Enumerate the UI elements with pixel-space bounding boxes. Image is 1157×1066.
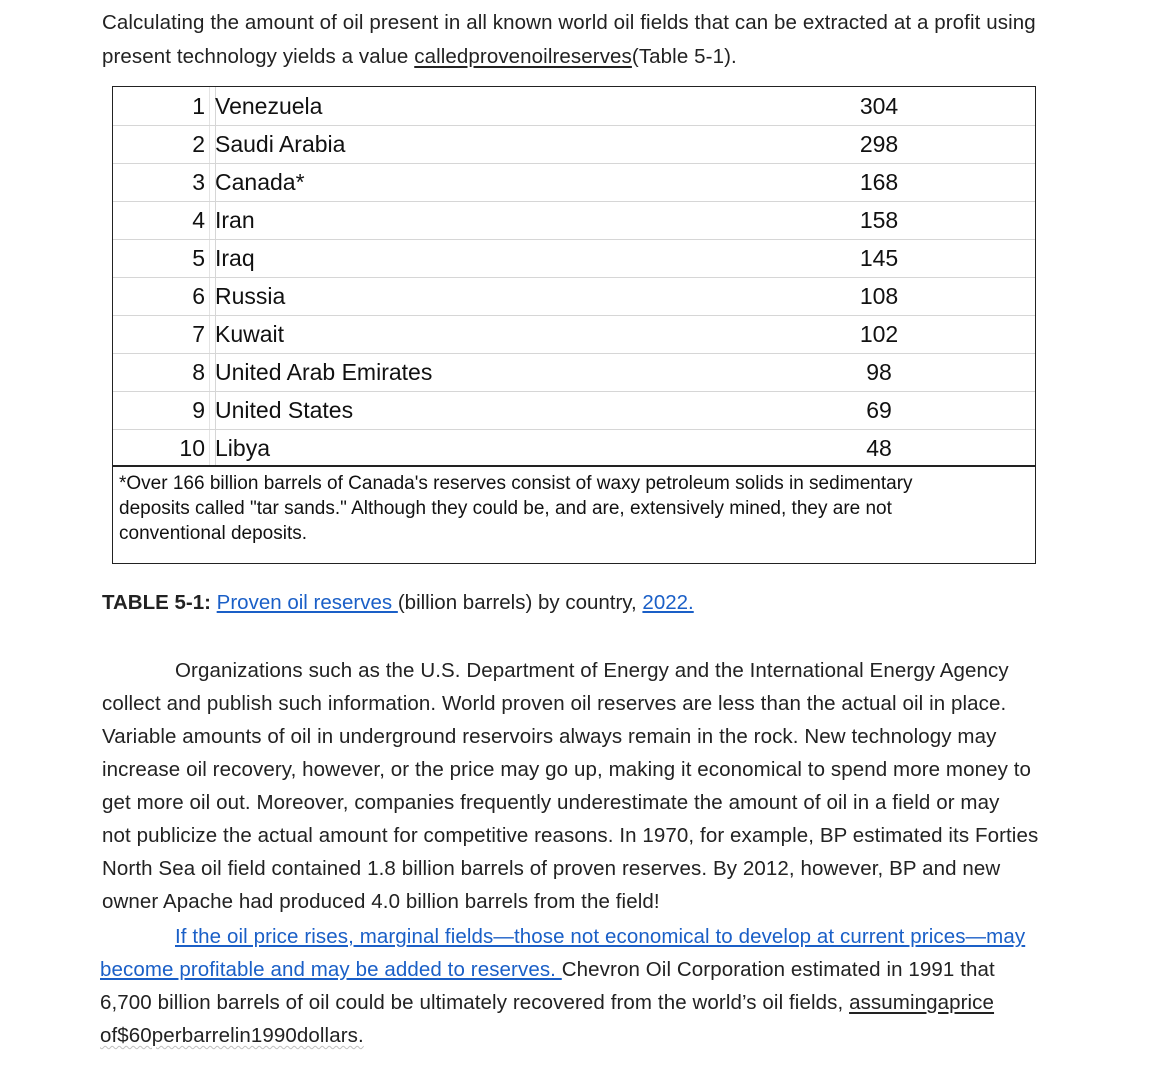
rank-cell: 2 [192, 131, 205, 157]
value-cell: 298 [859, 131, 899, 157]
rank-cell: 5 [192, 245, 205, 271]
value-cell: 168 [859, 169, 899, 195]
caption-middle: (billion barrels) by country, [397, 591, 643, 614]
value-cell: 48 [866, 435, 892, 461]
marginal-fields-link-continued[interactable]: become profitable and may be added to reserves. [100, 958, 562, 981]
table-row [113, 201, 1035, 240]
paragraph-line: get more oil out. Moreover, companies frequently underestimate the amount of oil in a field or may [102, 791, 1000, 814]
value-cell: 304 [859, 93, 899, 119]
country-cell: Saudi Arabia [215, 131, 346, 157]
rank-cell: 10 [179, 435, 205, 461]
oil-reserves-table [112, 86, 1036, 564]
paragraph-line-text: 6,700 billion barrels of oil could be ultimately recovered from the world’s oil fields, [100, 991, 850, 1014]
table-row [113, 125, 1035, 164]
country-cell: United States [215, 397, 354, 423]
paragraph-2 [100, 920, 1130, 1052]
country-cell: Russia [215, 283, 286, 309]
value-cell: 158 [859, 207, 899, 233]
table-footnote [119, 471, 1019, 546]
paragraph-line: North Sea oil field contained 1.8 billion barrels of proven reserves. By 2012, however, BP and new [102, 857, 1001, 880]
country-cell: Kuwait [215, 321, 285, 347]
rank-cell: 3 [192, 169, 205, 195]
country-cell: Libya [215, 435, 270, 461]
paragraph-line: owner Apache had produced 4.0 billion barrels from the field! [102, 890, 660, 913]
country-cell: Venezuela [215, 93, 323, 119]
footnote-line: *Over 166 billion barrels of Canada's reserves consist of waxy petroleum solids in sedimentary [119, 473, 913, 494]
price-per-barrel-term: of$60perbarrelin1990dollars. [100, 1024, 364, 1047]
paragraph-1 [102, 654, 1132, 918]
table-caption [102, 588, 694, 618]
value-cell: 108 [859, 283, 899, 309]
footnote-line: deposits called "tar sands." Although they could be, and are, extensively mined, they are not [119, 498, 892, 519]
intro-line-2-suffix: (Table 5-1). [631, 45, 737, 68]
paragraph-line [100, 953, 1130, 986]
value-cell: 102 [859, 321, 899, 347]
table-row [113, 239, 1035, 278]
rank-cell: 1 [192, 93, 205, 119]
table-row [113, 315, 1035, 354]
table-row [113, 353, 1035, 392]
year-2022-link[interactable]: 2022. [642, 591, 694, 614]
intro-line-2 [102, 40, 1132, 73]
assuming-a-price-term: assumingaprice [849, 991, 995, 1014]
rank-cell: 9 [192, 397, 205, 423]
value-cell: 145 [859, 245, 899, 271]
intro-line-1: Calculating the amount of oil present in all known world oil fields that can be extracted at a profit using [102, 11, 1036, 34]
paragraph-line [100, 986, 1130, 1019]
rank-cell: 8 [192, 359, 205, 385]
paragraph-line: increase oil recovery, however, or the price may go up, making it economical to spend more money to [102, 758, 1032, 781]
caption-label: TABLE 5-1: [102, 591, 211, 614]
table-row [113, 391, 1035, 430]
paragraph-line: Variable amounts of oil in underground reservoirs always remain in the rock. New technology may [102, 725, 997, 748]
table-row [113, 277, 1035, 316]
table-row [113, 429, 1035, 467]
table-row [113, 163, 1035, 202]
rank-cell: 7 [192, 321, 205, 347]
paragraph-line-text: Chevron Oil Corporation estimated in 1991 that [561, 958, 995, 981]
value-cell: 98 [866, 359, 892, 385]
rank-cell: 4 [192, 207, 205, 233]
country-cell: Iran [215, 207, 255, 233]
paragraph-line [102, 654, 1132, 687]
country-cell: United Arab Emirates [215, 359, 433, 385]
paragraph-line [100, 920, 1130, 953]
paragraph-line-text: Organizations such as the U.S. Department of Energy and the International Energy Agency [175, 659, 1009, 682]
country-cell: Iraq [215, 245, 255, 271]
paragraph-line: collect and publish such information. World proven oil reserves are less than the actual oil in place. [102, 692, 1007, 715]
marginal-fields-link[interactable]: If the oil price rises, marginal fields—those not economical to develop at current prices—may [175, 925, 1026, 948]
value-cell: 69 [866, 397, 892, 423]
footnote-line: conventional deposits. [119, 523, 308, 544]
footnote-divider [113, 465, 1035, 467]
intro-line-2-prefix: present technology yields a value [102, 45, 415, 68]
paragraph-line [100, 1019, 1130, 1052]
rank-cell: 6 [192, 283, 205, 309]
proven-oil-reserves-term: calledprovenoilreserves [414, 45, 632, 68]
table-row [113, 87, 1035, 126]
paragraph-line: not publicize the actual amount for competitive reasons. In 1970, for example, BP estimated its Forties [102, 824, 1039, 847]
proven-oil-reserves-link[interactable]: Proven oil reserves [216, 591, 398, 614]
country-cell: Canada* [215, 169, 305, 195]
